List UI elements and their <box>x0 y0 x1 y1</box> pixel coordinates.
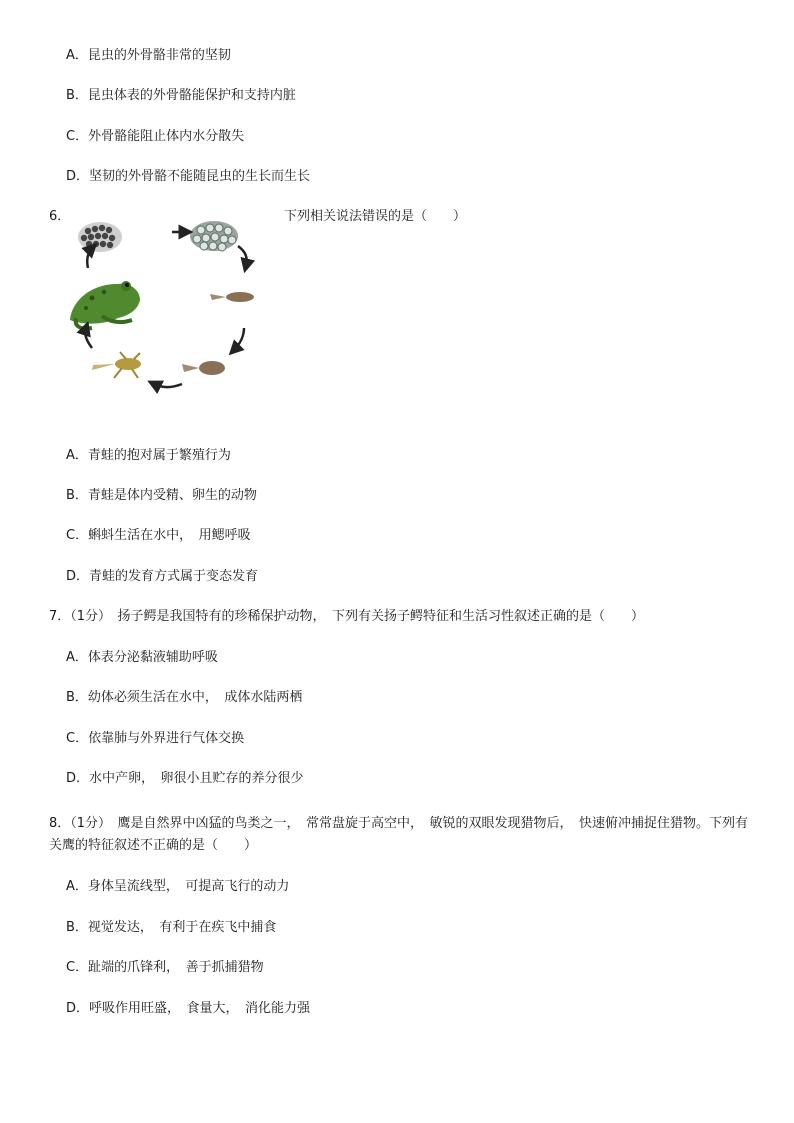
q6-option-d: D．青蛙的发育方式属于变态发育 <box>66 569 259 584</box>
cycle-arrow-3 <box>234 328 244 350</box>
early-tadpole-icon <box>210 292 254 302</box>
q8-option-a: A．身体呈流线型， 可提高飞行的动力 <box>66 879 290 894</box>
fertilized-eggs-icon <box>190 221 238 251</box>
tadpole-with-legs-icon <box>92 352 141 378</box>
q6-number: 6． <box>49 209 71 224</box>
q6-option-a: A．青蛙的抱对属于繁殖行为 <box>66 448 231 463</box>
frog-eggs-icon <box>78 222 122 252</box>
cycle-arrow-2 <box>238 246 247 266</box>
q7-option-c: C．依靠肺与外界进行气体交换 <box>66 731 245 746</box>
q5-option-b: B．昆虫体表的外骨骼能保护和支持内脏 <box>66 88 296 103</box>
q8-option-b: B．视觉发达， 有利于在疾飞中捕食 <box>66 920 277 935</box>
tadpole-icon <box>182 361 225 375</box>
q7-stem: 7．（1分） 扬子鳄是我国特有的珍稀保护动物， 下列有关扬子鳄特征和生活习性叙述正确的是（ ） <box>49 609 645 624</box>
q8-option-c: C．趾端的爪锋利， 善于抓捕猎物 <box>66 960 264 975</box>
q7-option-a: A．体表分泌黏液辅助呼吸 <box>66 650 218 665</box>
q6-stem: 下列相关说法错误的是（ ） <box>284 209 467 224</box>
q6-option-b: B．青蛙是体内受精、卵生的动物 <box>66 488 257 503</box>
q8-option-d: D．呼吸作用旺盛， 食量大， 消化能力强 <box>66 1001 311 1016</box>
cycle-arrow-5 <box>85 328 92 348</box>
adult-frog-icon <box>70 281 140 329</box>
cycle-arrow-4 <box>154 384 182 387</box>
q7-option-d: D．水中产卵， 卵很小且贮存的养分很少 <box>66 771 304 786</box>
q8-stem: 8．（1分） 鹰是自然界中凶猛的鸟类之一， 常常盘旋于高空中， 敏锐的双眼发现猎物后， 快速俯冲捕捉住猎物。下列有关鹰的特征叙述不正确的是（ ） <box>49 816 749 853</box>
q5-option-c: C．外骨骼能阻止体内水分散失 <box>66 129 245 144</box>
q5-option-d: D．坚韧的外骨骼不能随昆虫的生长而生长 <box>66 169 311 184</box>
q5-option-a: A．昆虫的外骨骼非常的坚韧 <box>66 48 231 63</box>
q6-option-c: C．蝌蚪生活在水中， 用鳃呼吸 <box>66 528 251 543</box>
cycle-arrow-6 <box>87 248 92 268</box>
frog-life-cycle-diagram <box>62 212 262 397</box>
q7-option-b: B．幼体必须生活在水中， 成体水陆两栖 <box>66 690 303 705</box>
